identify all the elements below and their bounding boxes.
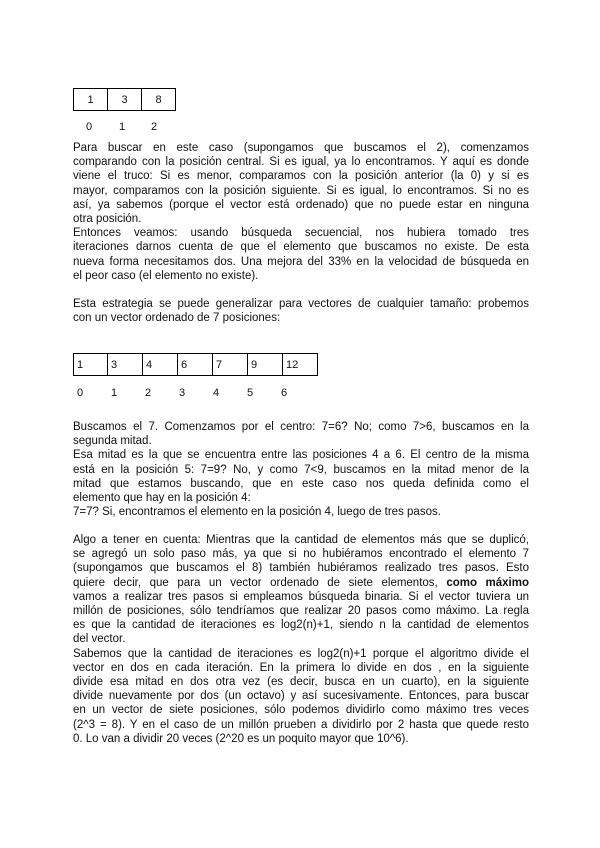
text-line: (2^3 = 8). Y en el caso de un millón prueben a dividirlo por 2 hasta que quede resto bbox=[73, 718, 529, 731]
array-cell: 6 bbox=[178, 354, 213, 376]
text-line: Esa mitad es la que se encuentra entre las posiciones 4 a 6. El centro de la misma bbox=[73, 449, 529, 462]
array-index: 1 bbox=[119, 121, 126, 133]
text-line: mitad que estamos buscando, que en este caso nos queda definida como el bbox=[73, 477, 529, 490]
text-line: 0. Lo van a dividir 20 veces (2^20 es un poquito mayor que 10^6). bbox=[73, 732, 409, 745]
text-line: con un vector ordenado de 7 posiciones: bbox=[73, 312, 281, 325]
text-segment: quiere decir, que para un vector ordenado de siete elementos, bbox=[73, 576, 447, 589]
bold-text-como-maximo: como máximo bbox=[446, 576, 530, 589]
array-index: 6 bbox=[281, 387, 288, 399]
text-line: divide nuevamente por dos (un octavo) y así sucesivamente. Entonces, para buscar bbox=[73, 690, 529, 703]
text-line bbox=[73, 576, 529, 590]
text-line: iteraciones darnos cuenta de que el elemento que buscamos no existe. De esta bbox=[73, 241, 529, 254]
text-line: 7=7? Si, encontramos el elemento en la posición 4, luego de tres pasos. bbox=[73, 506, 441, 519]
text-line: se agregó un solo paso más, ya que si no hubiéramos encontrado el elemento 7 bbox=[73, 548, 529, 561]
array-cell: 4 bbox=[143, 354, 178, 376]
paragraph-complexity bbox=[73, 533, 529, 746]
text-line: es que la cantidad de iteraciones es log2(n)+1, siendo n la cantidad de elementos bbox=[73, 619, 529, 632]
array-index: 0 bbox=[86, 121, 93, 133]
text-line: mayor, comparamos con la posición siguiente. Si es igual, lo encontramos. Si no es bbox=[73, 184, 529, 197]
array-index: 0 bbox=[77, 387, 84, 399]
array-row bbox=[74, 89, 176, 111]
array-index: 5 bbox=[247, 387, 254, 399]
text-line: el peor caso (el elemento no existe). bbox=[73, 269, 259, 282]
text-line: del vector. bbox=[73, 633, 126, 646]
text-line: otra posición. bbox=[73, 213, 142, 226]
text-line: segunda mitad. bbox=[73, 435, 152, 448]
text-line: Para buscar en este caso (supongamos que buscamos el 2), comenzamos bbox=[73, 142, 529, 154]
text-line: vamos a realizar tres pasos si empleamos búsqueda binaria. Si el vector tuviera un bbox=[73, 590, 529, 603]
text-line: Algo a tener en cuenta: Mientras que la cantidad de elementos más que se duplicó, bbox=[73, 534, 529, 546]
text-line: elemento que hay en la posición 4: bbox=[73, 492, 251, 505]
paragraph-generalize bbox=[73, 297, 529, 325]
text-line: Sabemos que la cantidad de iteraciones es log2(n)+1 porque el algoritmo divide el bbox=[73, 647, 529, 660]
text-line: divide esa mitad en dos otra vez (es decir, busca en un cuarto), en la siguiente bbox=[73, 676, 529, 689]
text-line: nueva forma necesitamos dos. Una mejora del 33% en la velocidad de búsqueda en bbox=[73, 255, 529, 268]
array-cell: 8 bbox=[142, 89, 176, 111]
text-line: vector en dos en cada iteración. En la primera lo divide en dos , en la siguiente bbox=[73, 661, 529, 674]
text-line: está en la posición 5: 7=9? No, y como 7<9, buscamos en la mitad menor de la bbox=[73, 463, 529, 476]
text-line: Esta estrategia se puede generalizar para vectores de cualquier tamaño: probemos bbox=[73, 298, 529, 310]
text-line: en un vector de siete posiciones, sólo podemos dividirlo como máximo tres veces bbox=[73, 704, 529, 717]
array-cell: 12 bbox=[283, 354, 318, 376]
text-line: (supongamos que buscamos el 8) también hubiéramos realizado tres pasos. Esto bbox=[73, 562, 529, 575]
text-line: millón de posiciones, sólo tendríamos que realizar 20 pasos como máximo. La regla bbox=[73, 605, 529, 618]
paragraph-binary-search-intro bbox=[73, 141, 529, 283]
array-index: 1 bbox=[111, 387, 118, 399]
text-line: Buscamos el 7. Comenzamos por el centro: 7=6? No; como 7>6, buscamos en la bbox=[73, 421, 529, 433]
array-index: 3 bbox=[179, 387, 186, 399]
array-row bbox=[74, 354, 318, 376]
array-cell: 7 bbox=[213, 354, 248, 376]
text-line: Entonces veamos: usando búsqueda secuencial, nos hubiera tomado tres bbox=[73, 227, 529, 240]
array-index: 4 bbox=[213, 387, 220, 399]
paragraph-search-seven bbox=[73, 420, 529, 519]
array-three-elements bbox=[73, 88, 176, 111]
text-line: comparando con la posición central. Si es igual, ya lo encontramos. Y aquí es donde bbox=[73, 156, 529, 169]
array-cell: 3 bbox=[108, 89, 142, 111]
array-index: 2 bbox=[145, 387, 152, 399]
array-index: 2 bbox=[151, 121, 158, 133]
array-cell: 3 bbox=[108, 354, 143, 376]
array-seven-elements bbox=[73, 353, 318, 376]
text-line: viene el truco: Si es menor, comparamos con la posición anterior (la 0) y si es bbox=[73, 170, 529, 183]
array-cell: 1 bbox=[74, 354, 108, 376]
text-line: así, ya sabemos (porque el vector está ordenado) que no puede estar en ninguna bbox=[73, 198, 529, 211]
array-cell: 9 bbox=[248, 354, 283, 376]
array-cell: 1 bbox=[74, 89, 108, 111]
